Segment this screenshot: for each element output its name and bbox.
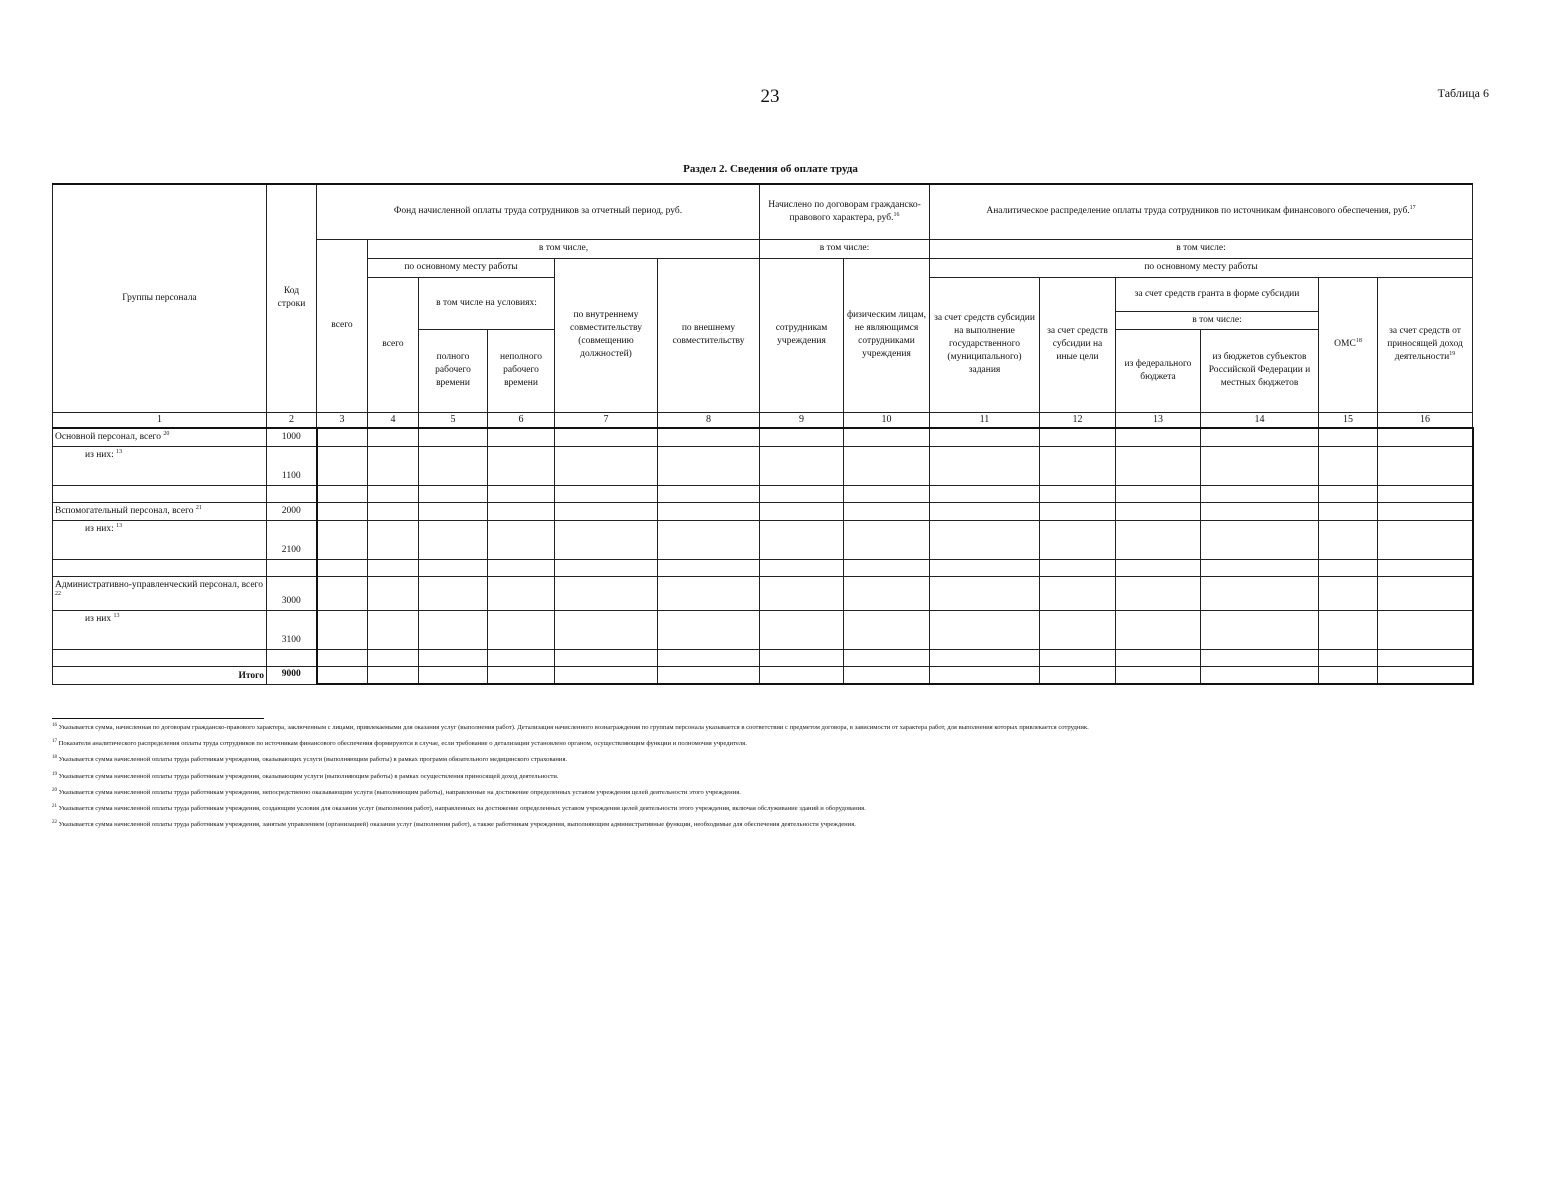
data-cell[interactable] — [1201, 666, 1319, 684]
column-number: 5 — [419, 412, 488, 428]
data-cell[interactable] — [1040, 559, 1116, 576]
data-cell[interactable] — [1319, 576, 1378, 610]
column-number: 8 — [658, 412, 760, 428]
column-number: 3 — [317, 412, 368, 428]
header-code: Код строки — [267, 184, 317, 412]
header-internal: по внутреннему совместительству (совмещению должностей) — [555, 258, 658, 412]
data-cell[interactable] — [1319, 446, 1378, 485]
header-federal: из федерального бюджета — [1116, 329, 1201, 412]
row-label — [53, 559, 267, 576]
row-label — [53, 649, 267, 666]
data-cell[interactable] — [930, 520, 1040, 559]
header-fund: Фонд начисленной оплаты труда сотрудников за отчетный период, руб. — [317, 184, 760, 239]
row-label: из них: $^{13}$ — [53, 446, 267, 485]
header-civil-incl: в том числе: — [760, 239, 930, 258]
row-code: 3000 — [267, 576, 317, 610]
footnote: $^{20}$ Указывается сумма начисленной оплаты труда работникам учреждения, непосредственно оказывающим услуги (выполняющим работы), направленные на достижение определенных уставом учреждения целей деятельности этого учреждения. — [52, 787, 741, 796]
data-cell[interactable] — [658, 559, 760, 576]
header-subsidy-other: за счет средств субсидии на иные цели — [1040, 277, 1116, 412]
header-civil: Начислено по договорам гражданско-правового характера, руб.$^{16}$ — [760, 184, 930, 239]
data-cell[interactable] — [760, 666, 844, 684]
data-cell[interactable] — [555, 520, 658, 559]
data-cell[interactable] — [930, 666, 1040, 684]
data-cell[interactable] — [368, 576, 419, 610]
header-analytic: Аналитическое распределение оплаты труда сотрудников по источникам финансового обеспечения, руб.$^{17}$ — [930, 184, 1473, 239]
data-cell[interactable] — [760, 446, 844, 485]
row-code: 2000 — [267, 502, 317, 520]
data-cell[interactable] — [1040, 666, 1116, 684]
header-employees: сотрудникам учреждения — [760, 258, 844, 412]
table-row — [53, 520, 1473, 559]
data-cell[interactable] — [317, 485, 368, 502]
column-number: 7 — [555, 412, 658, 428]
data-cell[interactable] — [1201, 446, 1319, 485]
data-cell[interactable] — [1040, 610, 1116, 649]
data-cell[interactable] — [1378, 576, 1473, 610]
data-cell[interactable] — [844, 559, 930, 576]
data-cell[interactable] — [658, 485, 760, 502]
column-number: 11 — [930, 412, 1040, 428]
data-cell[interactable] — [1201, 485, 1319, 502]
data-cell[interactable] — [930, 649, 1040, 666]
header-main-place: по основному месту работы — [368, 258, 555, 277]
data-cell[interactable] — [1040, 502, 1116, 520]
data-cell[interactable] — [1319, 428, 1378, 446]
row-label: из них: $^{13}$ — [53, 520, 267, 559]
data-cell[interactable] — [658, 428, 760, 446]
header-incl-cond: в том числе на условиях: — [419, 277, 555, 329]
data-cell[interactable] — [1116, 649, 1201, 666]
data-cell[interactable] — [930, 446, 1040, 485]
data-cell[interactable] — [760, 576, 844, 610]
data-cell[interactable] — [488, 559, 555, 576]
data-cell[interactable] — [1201, 502, 1319, 520]
data-cell[interactable] — [1040, 446, 1116, 485]
footnote: $^{22}$ Указывается сумма начисленной оплаты труда работникам учреждения, занятым управлением (организацией) оказания услуг (выполнения работ), а также работникам учреждения, выполняющим административные функции, необходимые для обеспечения деятельности учреждения. — [52, 820, 856, 829]
data-cell[interactable] — [488, 485, 555, 502]
data-cell[interactable] — [1319, 559, 1378, 576]
data-cell[interactable] — [844, 485, 930, 502]
data-cell[interactable] — [419, 666, 488, 684]
column-number: 4 — [368, 412, 419, 428]
data-cell[interactable] — [930, 502, 1040, 520]
data-cell[interactable] — [1040, 649, 1116, 666]
data-cell[interactable] — [317, 610, 368, 649]
data-cell[interactable] — [930, 559, 1040, 576]
data-cell[interactable] — [1378, 610, 1473, 649]
data-cell[interactable] — [368, 559, 419, 576]
footnote: $^{19}$ Указывается сумма начисленной оплаты труда работникам учреждения, оказывающим услуги (выполняющим работы) в рамках осуществления приносящей доход деятельности. — [52, 771, 559, 780]
data-cell[interactable] — [844, 666, 930, 684]
column-number: 10 — [844, 412, 930, 428]
data-cell[interactable] — [930, 610, 1040, 649]
data-cell[interactable] — [368, 485, 419, 502]
data-cell[interactable] — [1116, 428, 1201, 446]
data-cell[interactable] — [317, 666, 368, 684]
data-cell[interactable] — [488, 610, 555, 649]
data-cell[interactable] — [1319, 502, 1378, 520]
table-row — [53, 649, 1473, 666]
row-label: из них $^{13}$ — [53, 610, 267, 649]
data-cell[interactable] — [368, 502, 419, 520]
data-cell[interactable] — [1319, 666, 1378, 684]
data-cell[interactable] — [1319, 649, 1378, 666]
data-cell[interactable] — [658, 502, 760, 520]
section-title: Раздел 2. Сведения об оплате труда — [683, 163, 858, 175]
data-cell[interactable] — [555, 576, 658, 610]
data-cell[interactable] — [488, 502, 555, 520]
footnote: $^{21}$ Указывается сумма начисленной оплаты труда работникам учреждения, создающим условия для оказания услуг (выполнения работ), направленных на достижение определенных уставом учреждения целей деятельности этого учреждения, включая обслуживание зданий и оборудования. — [52, 803, 866, 813]
data-cell[interactable] — [317, 576, 368, 610]
data-cell[interactable] — [760, 649, 844, 666]
row-label: Административно-управленческий персонал, всего $^{22}$ — [53, 576, 267, 610]
table-row — [53, 428, 1473, 446]
data-cell[interactable] — [1116, 559, 1201, 576]
table-row — [53, 559, 1473, 576]
column-number: 9 — [760, 412, 844, 428]
data-cell[interactable] — [368, 520, 419, 559]
data-cell[interactable] — [1201, 649, 1319, 666]
data-cell[interactable] — [1378, 428, 1473, 446]
column-number: 1 — [53, 412, 267, 428]
row-label: Вспомогательный персонал, всего $^{21}$ — [53, 502, 267, 520]
header-external: по внешнему совместительству — [658, 258, 760, 412]
row-code: 1000 — [267, 428, 317, 446]
data-cell[interactable] — [368, 446, 419, 485]
data-cell[interactable] — [317, 446, 368, 485]
column-number: 6 — [488, 412, 555, 428]
data-cell[interactable] — [658, 649, 760, 666]
data-cell[interactable] — [317, 559, 368, 576]
data-cell[interactable] — [1378, 649, 1473, 666]
data-cell[interactable] — [419, 428, 488, 446]
data-cell[interactable] — [1040, 520, 1116, 559]
data-cell[interactable] — [1116, 576, 1201, 610]
data-cell[interactable] — [658, 576, 760, 610]
data-cell[interactable] — [488, 520, 555, 559]
data-cell[interactable] — [1116, 446, 1201, 485]
data-cell[interactable] — [555, 502, 658, 520]
header-analytic-main-place: по основному месту работы — [930, 258, 1473, 277]
data-cell[interactable] — [488, 576, 555, 610]
page-number: 23 — [760, 86, 780, 107]
data-cell[interactable] — [555, 666, 658, 684]
data-cell[interactable] — [658, 520, 760, 559]
header-fund-total: всего — [317, 239, 368, 412]
data-cell[interactable] — [844, 502, 930, 520]
row-code: 3100 — [267, 610, 317, 649]
data-cell[interactable] — [658, 610, 760, 649]
header-regional: из бюджетов субъектов Российской Федерации и местных бюджетов — [1201, 329, 1319, 412]
column-number: 12 — [1040, 412, 1116, 428]
header-income: за счет средств от приносящей доход деятельности$^{19}$ — [1378, 277, 1473, 412]
data-cell[interactable] — [419, 485, 488, 502]
data-cell[interactable] — [368, 428, 419, 446]
data-cell[interactable] — [844, 446, 930, 485]
footnote: $^{16}$ Указывается сумма, начисленная по договорам гражданско-правового характера, заключенным с лицами, привлекаемыми для оказания услуг (выполнения работ). Детализация начисленного вознаграждения по группам персонала указывается в соответствии с предметом договора, в зависимости от характера работ, для выполнения которых привлекается сотрудник. — [52, 722, 1089, 731]
data-cell[interactable] — [930, 428, 1040, 446]
data-cell[interactable] — [844, 520, 930, 559]
data-cell[interactable] — [1378, 502, 1473, 520]
data-cell[interactable] — [419, 446, 488, 485]
row-code: 9000 — [267, 666, 317, 684]
row-code — [267, 649, 317, 666]
data-cell[interactable] — [488, 446, 555, 485]
data-cell[interactable] — [844, 428, 930, 446]
header-individuals: физическим лицам, не являющимся сотрудниками учреждения — [844, 258, 930, 412]
table-row — [53, 576, 1473, 610]
data-cell[interactable] — [1378, 485, 1473, 502]
header-analytic-incl: в том числе: — [930, 239, 1473, 258]
data-cell[interactable] — [1378, 446, 1473, 485]
header-part-time: неполного рабочего времени — [488, 329, 555, 412]
data-cell[interactable] — [419, 502, 488, 520]
data-cell[interactable] — [760, 520, 844, 559]
data-cell[interactable] — [760, 502, 844, 520]
data-cell[interactable] — [1201, 559, 1319, 576]
data-cell[interactable] — [1378, 559, 1473, 576]
data-cell[interactable] — [658, 666, 760, 684]
data-cell[interactable] — [1116, 610, 1201, 649]
header-grant-incl: в том числе: — [1116, 311, 1319, 329]
footnote: $^{18}$ Указывается сумма начисленной оплаты труда работникам учреждения, оказывающих услуги (выполняющим работы) в рамках программ обязательного медицинского страхования. — [52, 755, 568, 764]
column-number: 16 — [1378, 412, 1473, 428]
row-label: Итого — [53, 666, 267, 684]
data-cell[interactable] — [419, 559, 488, 576]
data-cell[interactable] — [555, 446, 658, 485]
row-label — [53, 485, 267, 502]
data-cell[interactable] — [555, 559, 658, 576]
header-grant: за счет средств гранта в форме субсидии — [1116, 277, 1319, 311]
footnote-rule — [52, 718, 264, 719]
data-cell[interactable] — [844, 649, 930, 666]
data-cell[interactable] — [317, 520, 368, 559]
data-cell[interactable] — [1116, 485, 1201, 502]
table-row — [53, 446, 1473, 485]
table-row — [53, 502, 1473, 520]
data-cell[interactable] — [1319, 520, 1378, 559]
data-cell[interactable] — [555, 485, 658, 502]
data-cell[interactable] — [1201, 520, 1319, 559]
data-cell[interactable] — [488, 649, 555, 666]
table-row — [53, 610, 1473, 649]
header-subsidy-task: за счет средств субсидии на выполнение государственного (муниципального) задания — [930, 277, 1040, 412]
data-cell[interactable] — [368, 610, 419, 649]
data-cell[interactable] — [844, 576, 930, 610]
row-code: 2100 — [267, 520, 317, 559]
data-cell[interactable] — [760, 428, 844, 446]
header-oms: ОМС$^{18}$ — [1319, 277, 1378, 412]
data-cell[interactable] — [419, 649, 488, 666]
data-cell[interactable] — [760, 559, 844, 576]
data-cell[interactable] — [658, 446, 760, 485]
table-label: Таблица 6 — [1437, 86, 1489, 100]
data-cell[interactable] — [1116, 502, 1201, 520]
column-number: 15 — [1319, 412, 1378, 428]
data-cell[interactable] — [930, 576, 1040, 610]
data-cell[interactable] — [1201, 576, 1319, 610]
data-cell[interactable] — [1040, 428, 1116, 446]
data-cell[interactable] — [844, 610, 930, 649]
data-cell[interactable] — [368, 649, 419, 666]
table-row — [53, 666, 1473, 684]
data-cell[interactable] — [555, 428, 658, 446]
column-number: 14 — [1201, 412, 1319, 428]
data-cell[interactable] — [1319, 485, 1378, 502]
data-cell[interactable] — [419, 576, 488, 610]
column-number: 13 — [1116, 412, 1201, 428]
header-group: Группы персонала — [53, 184, 267, 412]
data-cell[interactable] — [1116, 520, 1201, 559]
header-main-total: всего — [368, 277, 419, 412]
header-fund-incl: в том числе, — [368, 239, 760, 258]
data-cell[interactable] — [317, 649, 368, 666]
data-cell[interactable] — [1378, 520, 1473, 559]
data-cell[interactable] — [555, 649, 658, 666]
row-label: Основной персонал, всего $^{20}$ — [53, 428, 267, 446]
data-cell[interactable] — [1040, 485, 1116, 502]
data-cell[interactable] — [1201, 428, 1319, 446]
data-cell[interactable] — [419, 520, 488, 559]
data-cell[interactable] — [1116, 666, 1201, 684]
data-cell[interactable] — [555, 610, 658, 649]
data-cell[interactable] — [1201, 610, 1319, 649]
footnote: $^{17}$ Показатели аналитического распределения оплаты труда сотрудников по источникам финансового обеспечения формируются в случае, если требование о детализации установлено органом, осуществляющим функции и полномочия учредителя. — [52, 739, 747, 748]
row-code: 1100 — [267, 446, 317, 485]
data-cell[interactable] — [760, 485, 844, 502]
column-number: 2 — [267, 412, 317, 428]
data-cell[interactable] — [1040, 576, 1116, 610]
footnotes — [52, 718, 1492, 837]
data-cell[interactable] — [488, 428, 555, 446]
data-cell[interactable] — [488, 666, 555, 684]
row-code — [267, 485, 317, 502]
data-cell[interactable] — [760, 610, 844, 649]
data-cell[interactable] — [368, 666, 419, 684]
salary-table — [52, 183, 1474, 685]
data-cell[interactable] — [930, 485, 1040, 502]
row-code — [267, 559, 317, 576]
table-row — [53, 485, 1473, 502]
data-cell[interactable] — [317, 428, 368, 446]
data-cell[interactable] — [1378, 666, 1473, 684]
data-cell[interactable] — [317, 502, 368, 520]
data-cell[interactable] — [1319, 610, 1378, 649]
header-full-time: полного рабочего времени — [419, 329, 488, 412]
data-cell[interactable] — [419, 610, 488, 649]
